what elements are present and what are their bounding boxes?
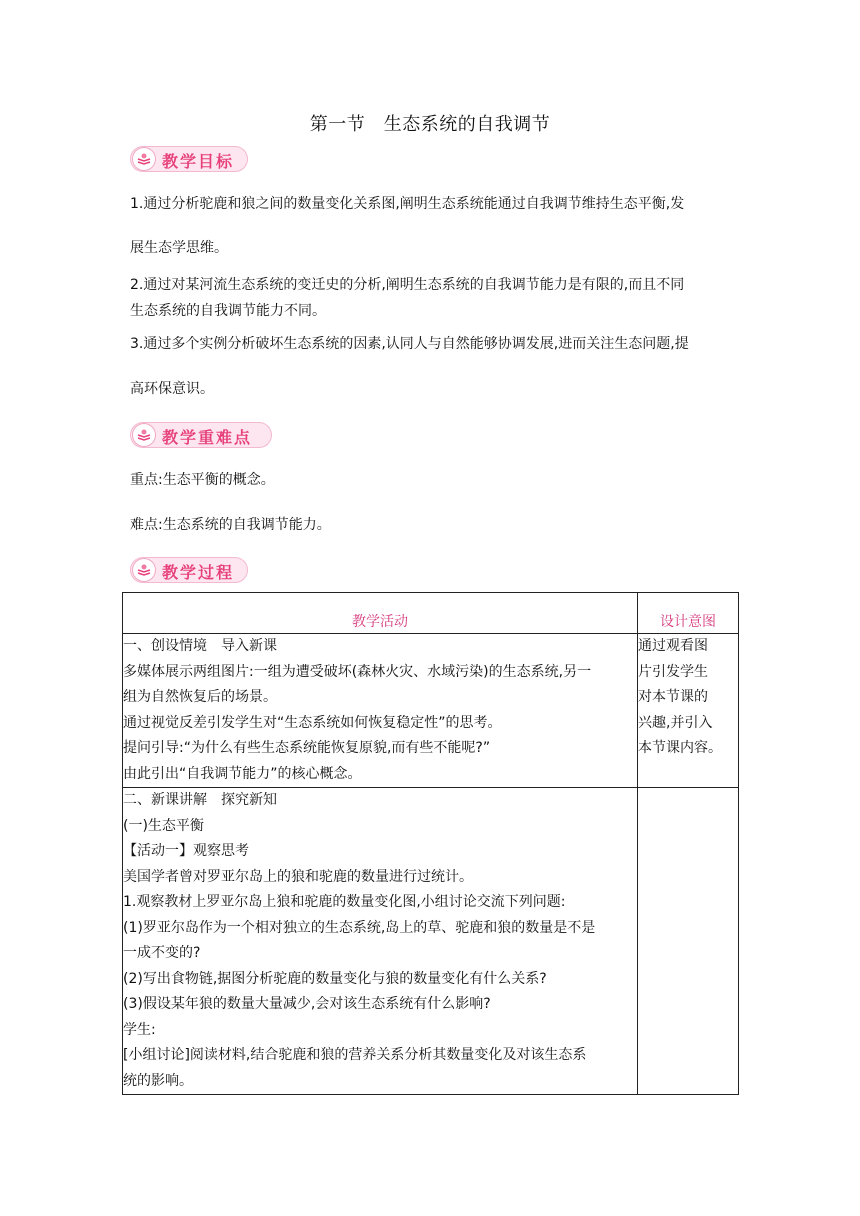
- objective-3-line-1: 3.通过多个实例分析破坏生态系统的因素,认同人与自然能够协调发展,进而关注生态问题,提: [130, 336, 689, 352]
- intent-line: 通过观看图: [638, 638, 708, 654]
- activity-line: 组为自然恢复后的场景。: [123, 689, 277, 705]
- section-label-process: 教学过程: [162, 563, 235, 582]
- section-badge-process: [130, 557, 248, 583]
- objective-3-line-2: 高环保意识。: [130, 381, 214, 397]
- activity-line: 二、新课讲解 探究新知: [123, 792, 277, 808]
- activity-cell: [123, 788, 638, 1095]
- activity-cell: [123, 634, 638, 788]
- intent-line: 片引发学生: [638, 663, 708, 680]
- section-label-key-points: 教学重难点: [162, 428, 253, 447]
- activity-line: 一、创设情境 导入新课: [123, 638, 277, 654]
- teaching-process-table: [122, 592, 739, 1095]
- book-icon: [133, 559, 155, 581]
- objective-2-line-2: 生态系统的自我调节能力不同。: [130, 303, 326, 319]
- book-icon: [133, 424, 155, 446]
- activity-line: 统的影响。: [123, 1072, 193, 1089]
- activity-line: 美国学者曾对罗亚尔岛上的狼和驼鹿的数量进行过统计。: [123, 868, 473, 885]
- objective-1-line-1: 1.通过分析驼鹿和狼之间的数量变化关系图,阐明生态系统能通过自我调节维持生态平衡,发: [130, 196, 685, 212]
- activity-line: (3)假设某年狼的数量大量减少,会对该生态系统有什么影响?: [123, 996, 491, 1012]
- intent-cell: [638, 634, 739, 788]
- intent-line: 对本节课的: [638, 689, 708, 705]
- objective-1-line-2: 展生态学思维。: [130, 240, 228, 256]
- key-point-difficulty: 难点:生态系统的自我调节能力。: [130, 517, 331, 533]
- activity-line: (2)写出食物链,据图分析驼鹿的数量变化与狼的数量变化有什么关系?: [123, 970, 547, 987]
- activity-line: 一成不变的?: [123, 945, 201, 961]
- activity-line: 由此引出“自我调节能力”的核心概念。: [123, 765, 362, 782]
- key-point-focus: 重点:生态平衡的概念。: [130, 472, 275, 488]
- intent-line: 兴趣,并引入: [638, 714, 713, 731]
- intent-cell-empty: [638, 788, 739, 1095]
- section-badge-objectives: [130, 146, 248, 172]
- table-row: [123, 634, 739, 788]
- activity-line: 通过视觉反差引发学生对“生态系统如何恢复稳定性”的思考。: [123, 714, 502, 731]
- page-title: 第一节 生态系统的自我调节: [309, 114, 551, 135]
- section-label-objectives: 教学目标: [162, 152, 235, 171]
- book-icon: [133, 148, 155, 170]
- table-header-row: [123, 593, 739, 634]
- activity-line: 【活动一】观察思考: [123, 843, 249, 859]
- header-design-intent: 设计意图: [638, 593, 739, 634]
- objective-2-line-1: 2.通过对某河流生态系统的变迁史的分析,阐明生态系统的自我调节能力是有限的,而且不同: [130, 277, 685, 293]
- intent-line: 本节课内容。: [638, 740, 722, 756]
- activity-line: 提问引导:“为什么有些生态系统能恢复原貌,而有些不能呢?”: [123, 740, 491, 756]
- activity-line: 1.观察教材上罗亚尔岛上狼和驼鹿的数量变化图,小组讨论交流下列问题:: [123, 894, 566, 910]
- activity-line: (一)生态平衡: [123, 817, 204, 834]
- header-teaching-activity: 教学活动: [123, 593, 638, 634]
- activity-line: 多媒体展示两组图片:一组为遭受破坏(森林火灾、水域污染)的生态系统,另一: [123, 663, 592, 680]
- activity-line: [小组讨论]阅读材料,结合驼鹿和狼的营养关系分析其数量变化及对该生态系: [123, 1047, 587, 1063]
- section-badge-key-points: [130, 422, 272, 448]
- activity-line: 学生:: [123, 1021, 156, 1038]
- activity-line: (1)罗亚尔岛作为一个相对独立的生态系统,岛上的草、驼鹿和狼的数量是不是: [123, 919, 596, 936]
- table-row: [123, 788, 739, 1095]
